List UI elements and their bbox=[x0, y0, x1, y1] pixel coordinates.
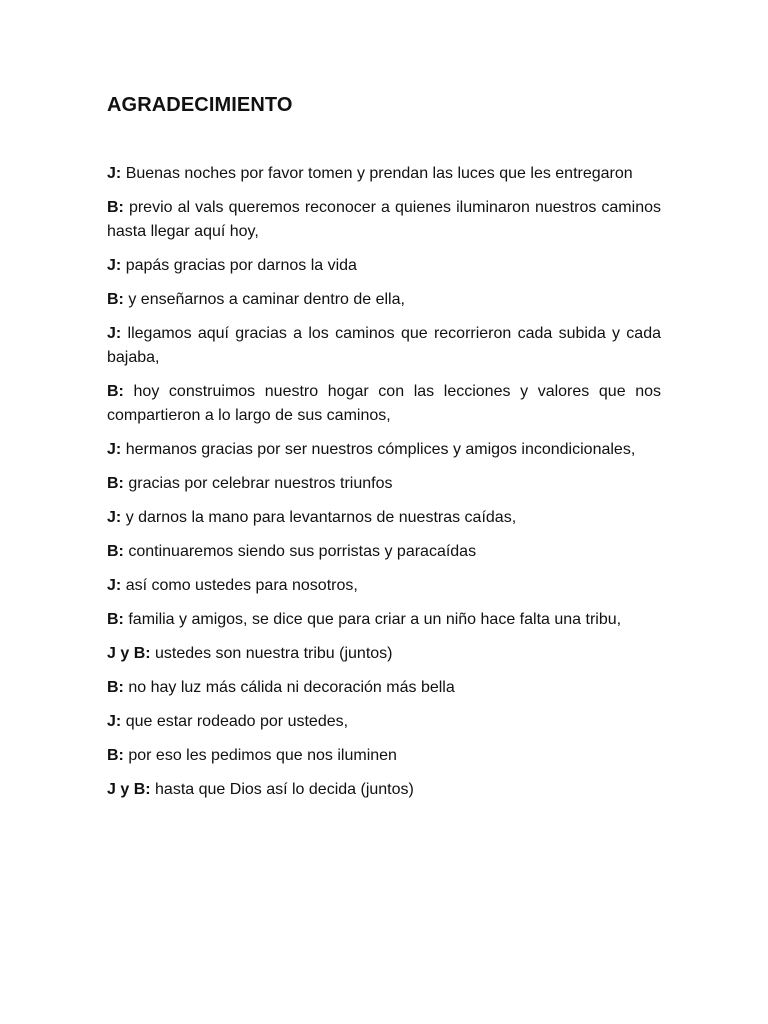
speaker-label: J: bbox=[107, 257, 122, 274]
speaker-label: B: bbox=[107, 199, 124, 216]
dialogue-text: que estar rodeado por ustedes, bbox=[125, 713, 349, 730]
dialogue-text: continuaremos siendo sus porristas y paracaídas bbox=[128, 543, 477, 560]
dialogue-text: llegamos aquí gracias a los caminos que recorrieron cada subida y cada bajaba, bbox=[107, 325, 661, 366]
dialogue-text: previo al vals queremos reconocer a quienes iluminaron nuestros caminos hasta llegar aquí hoy, bbox=[107, 199, 661, 240]
dialogue-line bbox=[107, 288, 661, 312]
speaker-label: J: bbox=[107, 509, 122, 526]
document-title: AGRADECIMIENTO bbox=[107, 94, 293, 116]
speaker-label: B: bbox=[107, 747, 124, 764]
dialogue-text: y darnos la mano para levantarnos de nuestras caídas, bbox=[125, 509, 517, 526]
dialogue-text: así como ustedes para nosotros, bbox=[125, 577, 358, 594]
dialogue-text: no hay luz más cálida ni decoración más bella bbox=[128, 679, 455, 696]
dialogue-text: ustedes son nuestra tribu (juntos) bbox=[155, 645, 393, 662]
speaker-label: J y B: bbox=[107, 645, 151, 662]
dialogue-text: y enseñarnos a caminar dentro de ella, bbox=[128, 291, 405, 308]
document-page bbox=[107, 92, 661, 812]
dialogue-text: papás gracias por darnos la vida bbox=[125, 257, 357, 274]
speaker-label: B: bbox=[107, 679, 124, 696]
speaker-label: J y B: bbox=[107, 781, 151, 798]
dialogue-line bbox=[107, 162, 661, 186]
speaker-label: J: bbox=[107, 441, 122, 458]
dialogue-line bbox=[107, 642, 661, 666]
dialogue-text: hermanos gracias por ser nuestros cómplices y amigos incondicionales, bbox=[125, 441, 636, 458]
dialogue-line bbox=[107, 574, 661, 598]
dialogue-line bbox=[107, 196, 661, 244]
dialogue-line bbox=[107, 710, 661, 734]
dialogue-line bbox=[107, 778, 661, 802]
speaker-label: B: bbox=[107, 543, 124, 560]
dialogue-line bbox=[107, 254, 661, 278]
speaker-label: J: bbox=[107, 165, 122, 182]
dialogue-line bbox=[107, 676, 661, 700]
dialogue-text: por eso les pedimos que nos iluminen bbox=[128, 747, 397, 764]
dialogue-line bbox=[107, 744, 661, 768]
speaker-label: B: bbox=[107, 611, 124, 628]
dialogue-text: hasta que Dios así lo decida (juntos) bbox=[155, 781, 414, 798]
dialogue-text: Buenas noches por favor tomen y prendan las luces que les entregaron bbox=[125, 165, 633, 182]
dialogue-text: familia y amigos, se dice que para criar a un niño hace falta una tribu, bbox=[128, 611, 622, 628]
dialogue-text: gracias por celebrar nuestros triunfos bbox=[128, 475, 393, 492]
dialogue-text: hoy construimos nuestro hogar con las lecciones y valores que nos compartieron a lo largo de sus caminos, bbox=[107, 383, 662, 424]
dialogue-line bbox=[107, 540, 661, 564]
dialogue-line bbox=[107, 322, 661, 370]
speaker-label: J: bbox=[107, 325, 122, 342]
speaker-label: B: bbox=[107, 383, 124, 400]
dialogue-line bbox=[107, 472, 661, 496]
speaker-label: B: bbox=[107, 291, 124, 308]
dialogue-list bbox=[107, 162, 661, 802]
dialogue-line bbox=[107, 380, 661, 428]
speaker-label: J: bbox=[107, 577, 122, 594]
dialogue-line bbox=[107, 506, 661, 530]
speaker-label: B: bbox=[107, 475, 124, 492]
dialogue-line bbox=[107, 608, 661, 632]
dialogue-line bbox=[107, 438, 661, 462]
speaker-label: J: bbox=[107, 713, 122, 730]
